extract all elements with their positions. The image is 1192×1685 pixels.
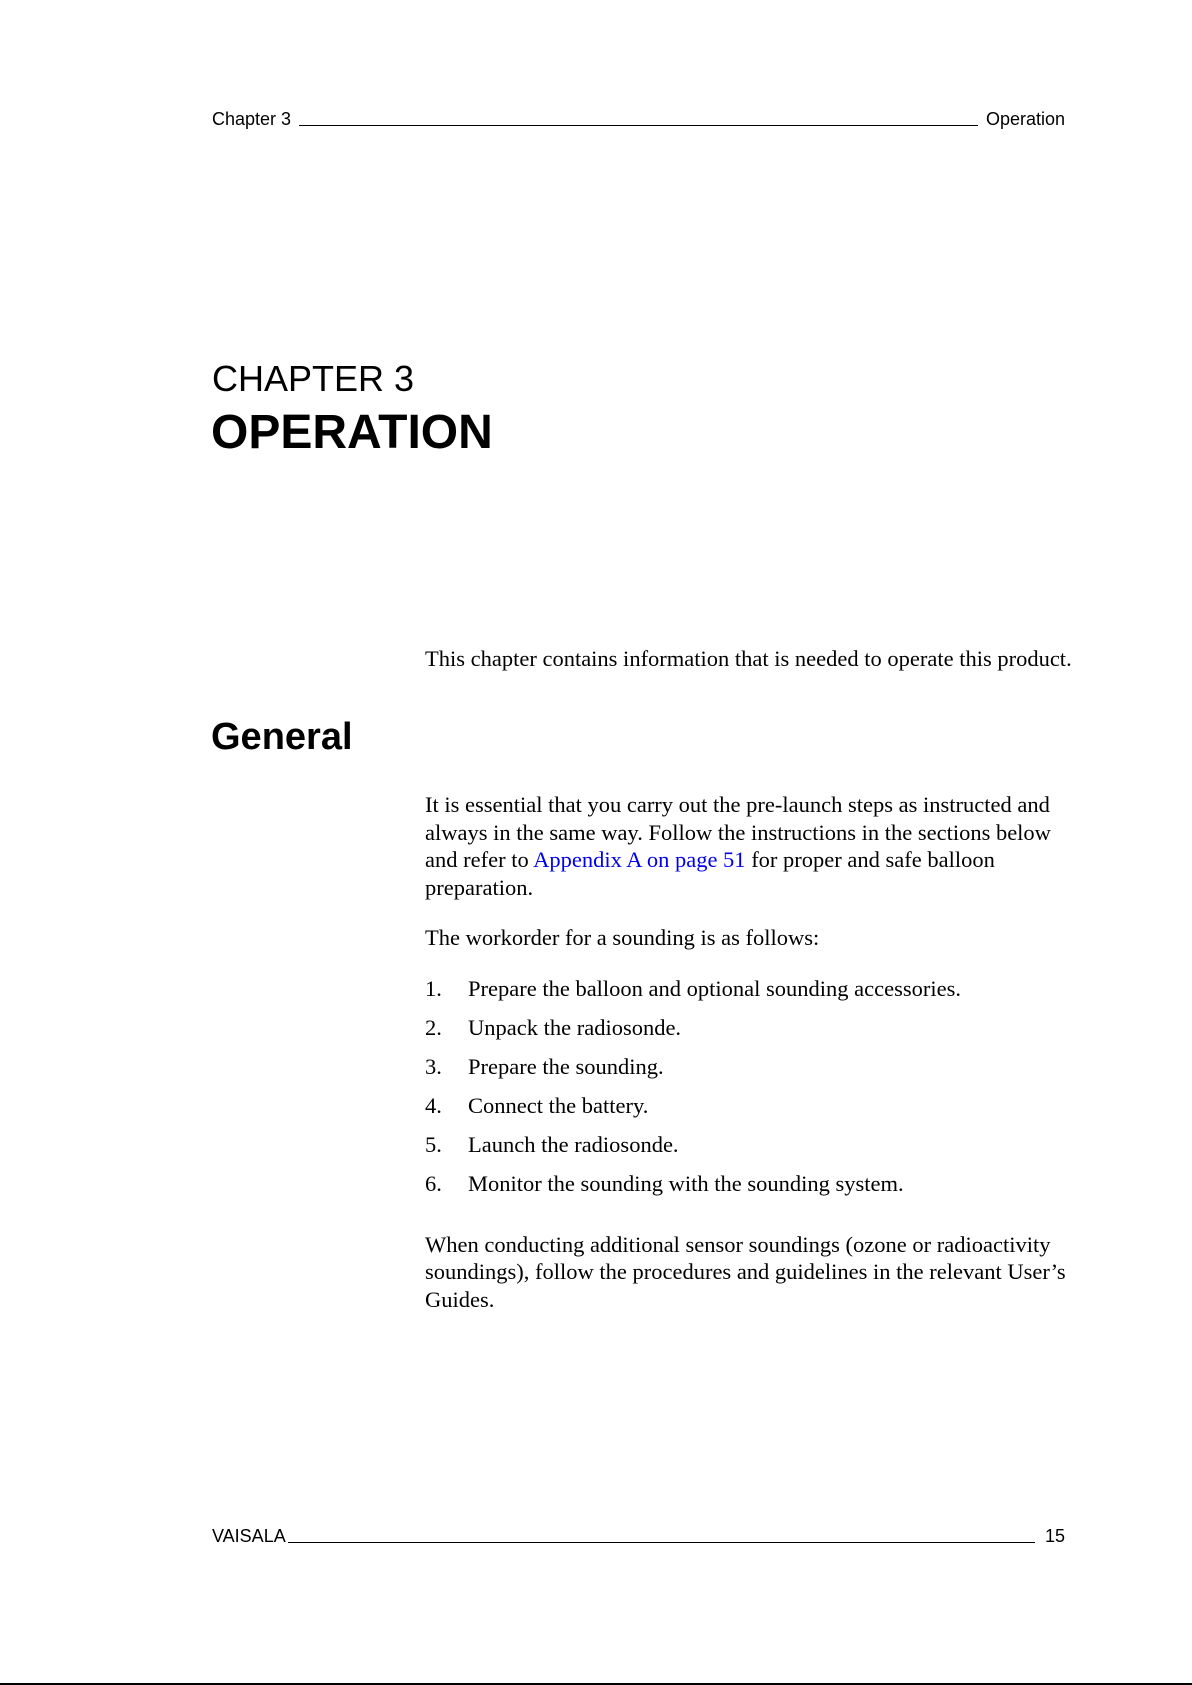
section-body (425, 791, 1075, 1336)
step-number: 3. (425, 1053, 442, 1079)
chapter-label: CHAPTER 3 (212, 358, 415, 399)
header-section: Operation (985, 109, 1065, 129)
list-item (425, 975, 1075, 1014)
paragraph-prelaunch-start: It is essential that you carry out the pre-launch steps as instructed and always in the same way. Follow the instructions in the sections below and refer to (425, 792, 1051, 872)
step-text: Prepare the balloon and optional sounding accessories. (468, 975, 961, 1001)
list-item (425, 1092, 1075, 1131)
paragraph-workorder: The workorder for a sounding is as follows: (425, 925, 820, 950)
intro-paragraph: This chapter contains information that is needed to operate this product. (425, 646, 1072, 671)
list-item (425, 1170, 1075, 1209)
step-text: Monitor the sounding with the sounding system. (468, 1170, 904, 1196)
header-rule (299, 125, 978, 126)
chapter-title: OPERATION (211, 406, 493, 459)
paragraph-prelaunch-end: for proper and safe balloon preparation. (425, 847, 995, 900)
footer-company: VAISALA (212, 1526, 286, 1546)
running-header (212, 106, 1065, 130)
step-number: 4. (425, 1092, 442, 1118)
list-item (425, 1014, 1075, 1053)
step-number: 2. (425, 1014, 442, 1040)
step-text: Prepare the sounding. (468, 1053, 664, 1079)
step-text: Unpack the radiosonde. (468, 1014, 682, 1040)
step-text: Launch the radiosonde. (468, 1131, 679, 1157)
appendix-a-link[interactable]: Appendix A on page 51 (533, 847, 746, 872)
list-item (425, 1131, 1075, 1170)
step-number: 1. (425, 975, 442, 1001)
header-chapter: Chapter 3 (212, 109, 292, 129)
step-number: 5. (425, 1131, 442, 1157)
workorder-steps (425, 975, 1075, 1209)
section-heading: General (211, 716, 353, 758)
step-number: 6. (425, 1170, 442, 1196)
running-footer (212, 1523, 1065, 1547)
footer-rule (288, 1542, 1035, 1543)
list-item (425, 1053, 1075, 1092)
step-text: Connect the battery. (468, 1092, 649, 1118)
paragraph-additional-soundings: When conducting additional sensor soundings (ozone or radioactivity soundings), follow the procedures and guidelines in the relevant User’s Guides. (425, 1231, 1066, 1312)
page-number: 15 (1044, 1526, 1065, 1546)
paragraph-prelaunch (425, 791, 1075, 901)
